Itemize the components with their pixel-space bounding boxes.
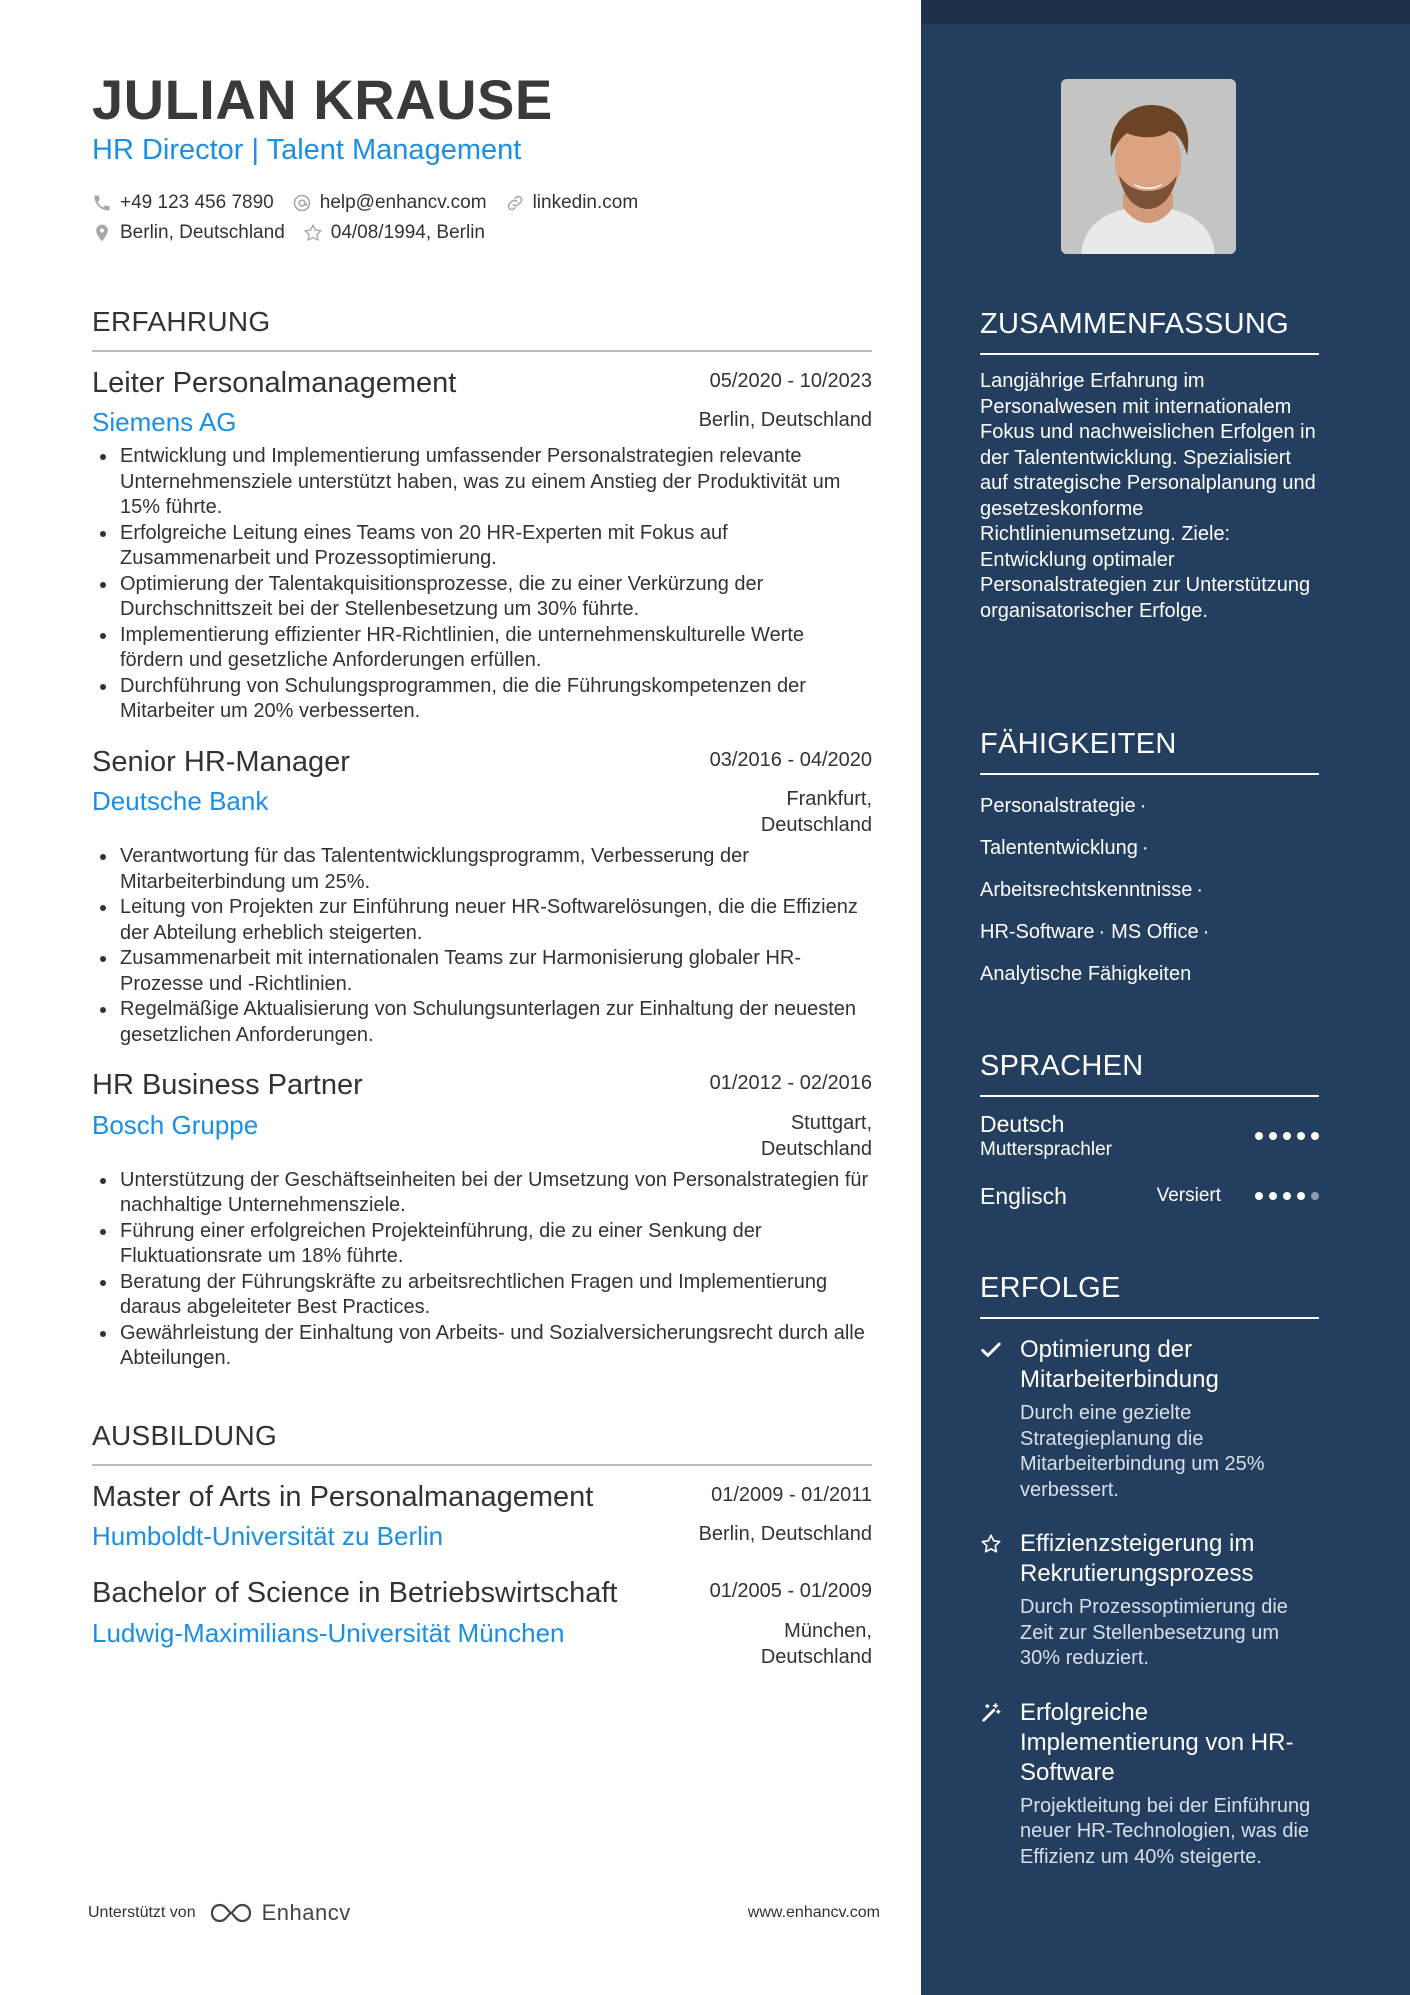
skills-list — [980, 785, 1319, 995]
phone-text: +49 123 456 7890 — [120, 191, 274, 213]
rating-dot — [1269, 1192, 1277, 1200]
star-outline-icon — [980, 1533, 1002, 1555]
footer-url[interactable]: www.enhancv.com — [747, 1904, 880, 1921]
skill-tag: Personalstrategie — [980, 794, 1136, 817]
achievements-heading: ERFOLGE — [980, 1272, 1319, 1319]
languages-heading: SPRACHEN — [980, 1050, 1319, 1097]
job-title: HR Business Partner — [92, 1069, 363, 1102]
skill-separator: · — [1141, 836, 1149, 859]
contact-link[interactable] — [505, 192, 639, 214]
degree-title: Bachelor of Science in Betriebswirtschaft — [92, 1577, 618, 1610]
achievement-desc: Durch eine gezielte Strategieplanung die Mitarbeiterbindung um 25% verbessert. — [1020, 1402, 1265, 1501]
entry-header — [92, 1480, 872, 1515]
skill-separator: · — [1202, 920, 1210, 943]
bullet-item: Führung einer erfolgreichen Projekteinführung, die zu einer Senkung der Fluktuationsrate um 18% führte. — [92, 1219, 872, 1270]
language-name: Englisch — [980, 1182, 1067, 1209]
achievement-desc: Projektleitung bei der Einführung neuer HR-Technologien, was die Effizienz um 40% steigerte. — [1020, 1794, 1311, 1868]
entry-subheader — [92, 1521, 872, 1552]
experience-entry — [92, 366, 872, 725]
rating-dot — [1255, 1132, 1263, 1140]
entry-subheader — [92, 786, 872, 838]
bullet-item: Zusammenarbeit mit internationalen Teams zur Harmonisierung globaler HR-Prozesse und -Richtlinien. — [92, 946, 872, 997]
language-name: Deutsch — [980, 1111, 1065, 1137]
bullet-item: Optimierung der Talentakquisitionsprozesse, die zu einer Verkürzung der Durchschnittszeit bei der Stellenbesetzung um 30% führte. — [92, 572, 872, 623]
achievement-item — [980, 1698, 1319, 1871]
education-dates: 01/2009 - 01/2011 — [711, 1483, 872, 1506]
bullet-item: Unterstützung der Geschäftseinheiten bei der Umsetzung von Personalstrategien für nachhaltige Unternehmensziele. — [92, 1168, 872, 1219]
entry-header — [92, 1068, 872, 1103]
profile-photo — [1061, 79, 1236, 254]
birth-text: 04/08/1994, Berlin — [330, 221, 485, 243]
bullet-item: Implementierung effizienter HR-Richtlinien, die unternehmenskulturelle Werte fördern und gesetzliche Anforderungen erfüllen. — [92, 623, 872, 674]
skill-tag: Analytische Fähigkeiten — [980, 962, 1192, 985]
skills-section — [980, 728, 1319, 995]
skill-separator: · — [1196, 878, 1203, 901]
rating-dot — [1297, 1132, 1305, 1140]
job-dates: 05/2020 - 10/2023 — [709, 369, 872, 392]
job-location: Berlin, Deutschland — [698, 409, 872, 432]
entry-header — [92, 366, 872, 401]
language-rating — [1249, 1132, 1319, 1140]
contact-info — [92, 188, 872, 248]
education-location: München, Deutschland — [760, 1619, 872, 1668]
company-name[interactable]: Bosch Gruppe — [92, 1109, 259, 1140]
contact-location — [92, 222, 285, 244]
company-name[interactable]: Siemens AG — [92, 407, 237, 438]
entry-subheader — [92, 1110, 872, 1162]
entry-subheader — [92, 407, 872, 438]
skill-separator: · — [1139, 794, 1147, 817]
achievement-title: Optimierung der Mitarbeiterbindung — [1020, 1336, 1219, 1393]
achievements-section — [980, 1272, 1319, 1870]
sidebar — [921, 0, 1410, 1995]
language-level: Versiert — [1156, 1185, 1221, 1207]
summary-section — [980, 308, 1319, 624]
job-title: Leiter Personalmanagement — [92, 366, 457, 399]
rating-dot — [1269, 1132, 1277, 1140]
powered-by-text: Unterstützt von — [88, 1904, 196, 1921]
enhancv-logo-icon — [208, 1901, 254, 1925]
company-name[interactable]: Deutsche Bank — [92, 786, 269, 817]
bullet-item: Leitung von Projekten zur Einführung neuer HR-Softwarelösungen, die die Effizienz der Abteilung erheblich steigerten. — [92, 895, 872, 946]
summary-heading: ZUSAMMENFASSUNG — [980, 308, 1319, 355]
phone-icon — [92, 193, 112, 213]
skill-tag: Arbeitsrechtskenntnisse — [980, 878, 1193, 901]
languages-section — [980, 1050, 1319, 1210]
achievement-item — [980, 1529, 1319, 1672]
link-text: linkedin.com — [532, 191, 639, 213]
check-icon — [980, 1339, 1002, 1361]
achievement-title: Effizienzsteigerung im Rekrutierungsprozess — [1020, 1530, 1255, 1587]
skill-tag: Talententwicklung — [980, 836, 1138, 859]
footer — [88, 1900, 880, 1926]
brand-name: Enhancv — [261, 1900, 351, 1925]
rating-dot — [1311, 1132, 1319, 1140]
language-level: Muttersprachler — [980, 1138, 1112, 1160]
experience-entry — [92, 745, 872, 1048]
bullet-item: Verantwortung für das Talententwicklungsprogramm, Verbesserung der Mitarbeiterbindung um 25%. — [92, 844, 872, 895]
job-dates: 01/2012 - 02/2016 — [709, 1072, 872, 1095]
email-text: help@enhancv.com — [319, 191, 487, 213]
achievement-desc: Durch Prozessoptimierung die Zeit zur Stellenbesetzung um 30% reduziert. — [1020, 1596, 1288, 1669]
candidate-name: JULIAN KRAUSE — [92, 68, 553, 131]
experience-entry — [92, 1068, 872, 1371]
star-icon — [303, 223, 323, 243]
degree-title: Master of Arts in Personalmanagement — [92, 1480, 594, 1513]
experience-heading: ERFAHRUNG — [92, 306, 872, 352]
school-name[interactable]: Ludwig-Maximilians-Universität München — [92, 1617, 565, 1648]
entry-header — [92, 745, 872, 780]
education-heading: AUSBILDUNG — [92, 1420, 872, 1466]
contact-birth — [303, 222, 485, 244]
job-location: Stuttgart, Deutschland — [760, 1111, 872, 1160]
achievement-item — [980, 1335, 1319, 1503]
education-location: Berlin, Deutschland — [698, 1523, 872, 1545]
skill-tag: HR-Software — [980, 920, 1095, 943]
education-list — [92, 1480, 872, 1670]
link-icon — [505, 193, 525, 213]
education-entry — [92, 1480, 872, 1553]
school-name[interactable]: Humboldt-Universität zu Berlin — [92, 1521, 444, 1551]
rating-dot — [1255, 1192, 1263, 1200]
sidebar-top-band — [921, 0, 1410, 24]
rating-dot — [1311, 1192, 1319, 1200]
summary-text: Langjährige Erfahrung im Personalwesen mit internationalem Fokus und nachweislichen Erfolgen in der Talententwicklung. Spezialisiert auf strategische Personalplanung und gesetzeskonforme Richtlinienumsetzung. Ziele: Entwicklung optimaler Personalstrategien zur Unterstützung organisatorischer Erfolge. — [980, 370, 1316, 622]
language-rating — [1249, 1192, 1319, 1200]
skill-separator: · — [1098, 920, 1106, 943]
at-icon — [292, 193, 312, 213]
contact-email[interactable] — [292, 192, 487, 214]
location-text: Berlin, Deutschland — [120, 221, 285, 243]
bullet-item: Erfolgreiche Leitung eines Teams von 20 HR-Experten mit Fokus auf Zusammenarbeit und Prozessoptimierung. — [92, 521, 872, 572]
entry-subheader — [92, 1618, 872, 1670]
candidate-headline: HR Director | Talent Management — [92, 134, 522, 167]
skills-heading: FÄHIGKEITEN — [980, 728, 1319, 775]
bullet-item: Entwicklung und Implementierung umfassender Personalstrategien relevante Unternehmensziele unterstützt haben, was zu einem Anstieg der Produktivität um 15% führte. — [92, 444, 872, 521]
rating-dot — [1283, 1192, 1291, 1200]
bullet-item: Regelmäßige Aktualisierung von Schulungsunterlagen zur Einhaltung der neuesten gesetzlichen Anforderungen. — [92, 997, 872, 1048]
bullet-item: Gewährleistung der Einhaltung von Arbeits- und Sozialversicherungsrecht durch alle Abteilungen. — [92, 1321, 872, 1372]
bullet-list — [92, 844, 872, 1048]
rating-dot — [1283, 1132, 1291, 1140]
bullet-list — [92, 444, 872, 725]
entry-header — [92, 1576, 872, 1611]
skill-tag: MS Office — [1111, 920, 1199, 943]
main-column — [92, 70, 872, 1670]
achievement-title: Erfolgreiche Implementierung von HR-Software — [1020, 1698, 1294, 1786]
contact-phone[interactable] — [92, 192, 274, 214]
language-item — [980, 1183, 1319, 1211]
bullet-item: Beratung der Führungskräfte zu arbeitsrechtlichen Fragen und Implementierung daraus abgeleiteter Best Practices. — [92, 1270, 872, 1321]
experience-list — [92, 366, 872, 1372]
education-dates: 01/2005 - 01/2009 — [709, 1580, 872, 1603]
bullet-list — [92, 1168, 872, 1372]
job-location: Frankfurt, Deutschland — [760, 788, 872, 837]
language-item — [980, 1111, 1319, 1161]
bullet-item: Durchführung von Schulungsprogrammen, die die Führungskompetenzen der Mitarbeiter um 20% verbesserten. — [92, 674, 872, 725]
job-title: Senior HR-Manager — [92, 745, 350, 778]
rating-dot — [1297, 1192, 1305, 1200]
education-entry — [92, 1576, 872, 1669]
location-pin-icon — [92, 223, 112, 243]
job-dates: 03/2016 - 04/2020 — [709, 748, 872, 771]
magic-wand-icon — [980, 1702, 1002, 1724]
